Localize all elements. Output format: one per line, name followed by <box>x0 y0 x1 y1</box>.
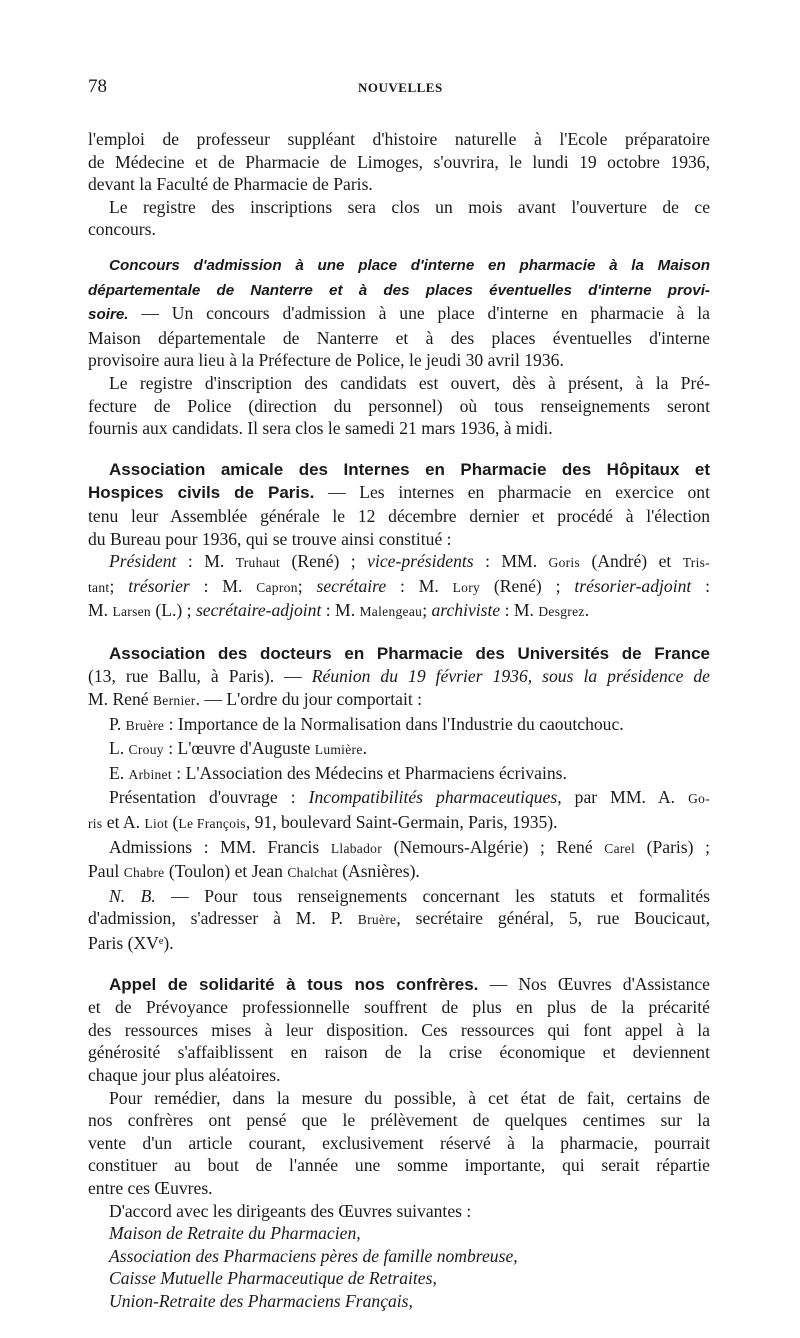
heading-text: Concours d'admission à une place d'interne en pharmacie à la Maison <box>109 256 710 274</box>
section-heading <box>88 642 710 666</box>
person-name: Crouy <box>128 742 164 758</box>
person-name: Truhaut <box>235 555 281 571</box>
appel-section <box>88 973 710 1313</box>
text-line: fournis aux candidats. Il sera clos le samedi 21 mars 1936, à midi. <box>88 418 553 439</box>
role-label: secrétaire <box>316 575 387 596</box>
text-line: concours. <box>88 219 156 240</box>
text-span: : L'œuvre d'Auguste <box>163 738 315 759</box>
text-span: : M. <box>321 600 360 621</box>
text-span: : Importance de la Normalisation dans l'Industrie du caoutchouc. <box>164 713 624 734</box>
text-line <box>88 688 710 713</box>
text-line: D'accord avec les dirigeants des Œuvres suivantes : <box>109 1200 472 1221</box>
person-name: tant <box>88 579 110 595</box>
book-title: Incompatibilités pharmaceutiques <box>308 787 558 808</box>
role-label: Président <box>109 551 177 572</box>
text-line <box>88 550 710 575</box>
text-line: des ressources mises à leur disposition. Ces ressources qui font appel à la <box>88 1019 710 1040</box>
person-name: Arbinet <box>128 766 172 782</box>
heading-text: soire. <box>88 306 129 324</box>
agenda-item <box>88 762 710 787</box>
person-name: Chalchat <box>287 865 338 881</box>
text-span: — Les internes en pharmacie en exercice ont <box>314 482 710 503</box>
section-heading <box>88 278 710 303</box>
text-span: (René) ; <box>280 551 368 572</box>
text-line <box>88 907 710 932</box>
role-label: secrétaire-adjoint <box>195 600 322 621</box>
text-line <box>88 860 710 885</box>
text-line: devant la Faculté de Pharmacie de Paris. <box>88 174 373 195</box>
text-line: du Bureau pour 1936, qui se trouve ainsi constitué : <box>88 528 452 549</box>
nb-label: N. B. <box>109 885 156 906</box>
text-line <box>88 599 710 624</box>
text-line: de Médecine et de Pharmacie de Limoges, s'ouvrira, le lundi 19 octobre 1936, <box>88 151 710 172</box>
person-name: Desgrez <box>538 604 585 620</box>
text-span: L. <box>109 738 129 759</box>
text-span: . <box>584 600 590 621</box>
text-line <box>88 575 710 600</box>
text-line: générosité s'affaiblissent en raison de la crise économique et deviennent <box>88 1042 710 1063</box>
text-span: (13, rue Ballu, à Paris). — <box>88 666 312 687</box>
text-span: M. <box>88 600 113 621</box>
text-span: (Nemours-Algérie) ; René <box>382 836 605 857</box>
person-name: Llabador <box>330 840 382 856</box>
text-line <box>88 973 710 997</box>
person-name: Bruère <box>125 717 165 733</box>
text-line: tenu leur Assemblée générale le 12 décembre dernier et procédé à l'élection <box>88 505 710 526</box>
article-body <box>88 128 710 1313</box>
publisher-name: Le François <box>178 816 246 832</box>
text-line: fecture de Police (direction du personnel) où tous renseignements seront <box>88 395 710 416</box>
person-name: Capron <box>256 579 298 595</box>
person-name: Tris- <box>682 555 711 571</box>
text-line: nos confrères ont pensé que le prélèvement de quelques centimes sur la <box>88 1110 710 1131</box>
intro-paragraph <box>88 128 710 241</box>
text-span: , secrétaire général, 5, rue Boucicaut, <box>396 908 710 929</box>
text-span: : M. <box>176 551 236 572</box>
person-name: Lumière <box>314 742 363 758</box>
text-line: et de Prévoyance professionnelle souffrent de plus en plus de la précarité <box>88 997 710 1018</box>
section-heading <box>88 253 710 278</box>
person-name: ris <box>88 816 103 832</box>
text-span: et A. <box>102 812 145 833</box>
docteurs-section <box>88 642 710 955</box>
person-name: Malengeau <box>359 604 423 620</box>
person-name: Larsen <box>112 604 151 620</box>
text-span: . <box>362 738 368 759</box>
text-line: Paris (XVᵉ). <box>88 933 174 953</box>
text-span: : M. <box>386 575 453 596</box>
text-line <box>88 665 710 688</box>
text-line: Pour remédier, dans la mesure du possible, à cet état de fait, certains de <box>109 1087 710 1108</box>
text-span: : M. <box>189 575 257 596</box>
text-span: Paul <box>88 861 124 882</box>
text-span: ; <box>297 575 317 596</box>
running-title: NOUVELLES <box>358 80 443 95</box>
oeuvre-item: Caisse Mutuelle Pharmaceutique de Retraites, <box>109 1268 437 1289</box>
person-name: Bernier <box>153 693 196 709</box>
text-line <box>88 481 710 505</box>
text-line: chaque jour plus aléatoires. <box>88 1064 281 1085</box>
text-span: (L.) ; <box>150 600 196 621</box>
text-line <box>88 811 710 836</box>
role-label: archiviste <box>431 600 501 621</box>
text-span: — Pour tous renseignements concernant les statuts et formalités <box>155 885 711 906</box>
text-span: Présentation d'ouvrage : <box>109 787 309 808</box>
text-line: provisoire aura lieu à la Préfecture de Police, le jeudi 30 avril 1936. <box>88 350 564 371</box>
heading-text: départementale de Nanterre et à des places éventuelles d'interne provi- <box>88 281 710 299</box>
heading-text: Association amicale des Internes en Pharmacie des Hôpitaux et <box>109 459 710 479</box>
text-span: . — L'ordre du jour comportait : <box>195 689 423 710</box>
text-span: : MM. <box>473 551 549 572</box>
heading-text: Appel de solidarité à tous nos confrères. <box>109 974 479 994</box>
text-line: l'emploi de professeur suppléant d'histoire naturelle à l'Ecole préparatoire <box>88 129 710 149</box>
role-label: vice-présidents <box>367 551 474 572</box>
text-line <box>88 302 710 327</box>
person-name: Bruère <box>357 912 397 928</box>
person-name: Liot <box>144 816 169 832</box>
text-span: — Nos Œuvres d'Assistance <box>478 973 710 994</box>
text-span: (René) ; <box>480 575 575 596</box>
heading-text: Hospices civils de Paris. <box>88 483 315 503</box>
text-span: , 91, boulevard Saint-Germain, Paris, 1935). <box>245 812 558 833</box>
role-label: trésorier <box>128 575 190 596</box>
text-span: (Toulon) et Jean <box>164 861 288 882</box>
meeting-title: Réunion du 19 février 1936, sous la présidence de <box>311 666 710 687</box>
oeuvre-item: Maison de Retraite du Pharmacien, <box>109 1223 361 1244</box>
oeuvre-item: Union-Retraite des Pharmaciens Français, <box>109 1290 413 1311</box>
text-line: entre ces Œuvres. <box>88 1177 213 1198</box>
text-span: : M. <box>500 600 539 621</box>
text-span: : <box>691 575 711 596</box>
text-span: ; <box>109 575 129 596</box>
concours-section <box>88 253 710 440</box>
text-span: — Un concours d'admission à une place d'interne en pharmacie à la <box>128 303 710 324</box>
text-span: ( <box>168 812 179 833</box>
text-span: (Asnières). <box>337 861 420 882</box>
person-name: Lory <box>452 579 481 595</box>
agenda-item <box>88 836 710 861</box>
heading-text: Association des docteurs en Pharmacie des Universités de France <box>109 643 710 663</box>
text-line: vente d'un article courant, exclusivement réservé à la pharmacie, pourrait <box>88 1132 710 1153</box>
internes-section <box>88 458 710 624</box>
text-span: , par MM. A. <box>557 787 689 808</box>
agenda-item <box>88 786 710 811</box>
text-span: (Paris) ; <box>635 836 711 857</box>
agenda-item <box>88 713 710 738</box>
text-span: M. René <box>88 689 153 710</box>
text-span: E. <box>109 762 129 783</box>
page-number: 78 <box>88 76 107 97</box>
text-span: d'admission, s'adresser à M. P. <box>88 908 358 929</box>
person-name: Go- <box>688 791 711 807</box>
oeuvre-item: Association des Pharmaciens pères de famille nombreuse, <box>109 1245 518 1266</box>
role-label: trésorier-adjoint <box>574 575 692 596</box>
text-span: Admissions : MM. Francis <box>109 836 331 857</box>
text-span: : L'Association des Médecins et Pharmaciens écrivains. <box>171 762 567 783</box>
text-line: Le registre d'inscription des candidats est ouvert, dès à présent, à la Pré- <box>109 372 710 393</box>
person-name: Chabre <box>123 865 165 881</box>
text-line: Le registre des inscriptions sera clos un mois avant l'ouverture de ce <box>109 196 710 217</box>
text-line: Maison départementale de Nanterre et à des places éventuelles d'interne <box>88 327 710 348</box>
person-name: Carel <box>604 840 636 856</box>
section-heading <box>88 458 710 482</box>
person-name: Goris <box>548 555 581 571</box>
text-line: constituer au bout de l'année une somme importante, qui serait répartie <box>88 1155 710 1176</box>
text-span: P. <box>109 713 126 734</box>
text-line <box>88 885 710 908</box>
agenda-item <box>88 737 710 762</box>
text-span: (André) et <box>580 551 683 572</box>
text-span: ; <box>422 600 432 621</box>
